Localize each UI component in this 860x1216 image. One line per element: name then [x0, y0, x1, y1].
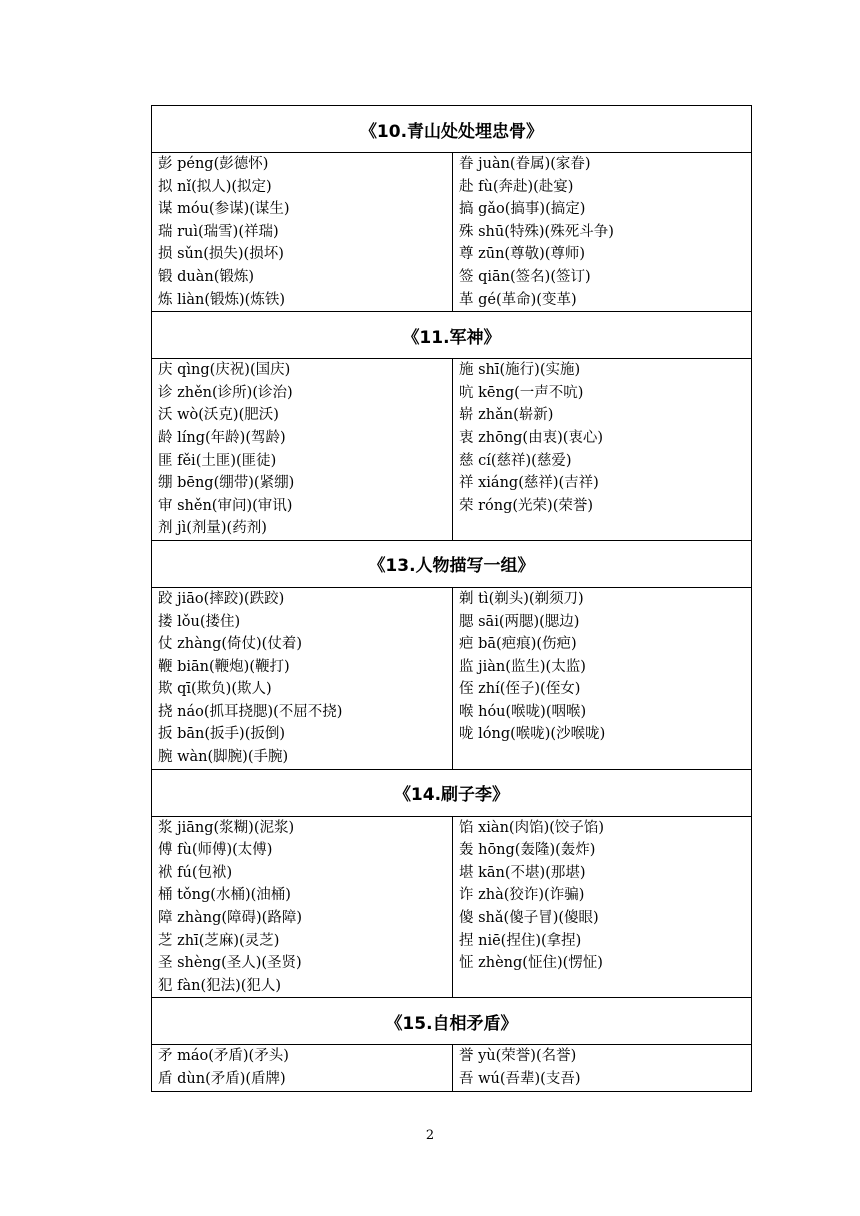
vocabulary-table-body — [152, 106, 752, 1092]
vocab-entry: 监 jiàn(监生)(太监) — [459, 658, 586, 675]
vocab-entry: 吾 wú(吾辈)(支吾) — [459, 1071, 581, 1087]
vocab-entry: 堪 kān(不堪)(那堪) — [459, 864, 586, 881]
vocab-entry: 挠 náo(抓耳挠腮)(不屈不挠) — [158, 703, 343, 720]
vocab-entry: 障 zhàng(障碍)(路障) — [158, 910, 302, 927]
section-body-row — [152, 1045, 752, 1091]
vocab-entry: 仗 zhàng(倚仗)(仗着) — [158, 636, 302, 653]
right-column — [453, 359, 752, 541]
right-column — [453, 1045, 752, 1091]
vocab-entry: 损 sǔn(损失)(损坏) — [158, 246, 284, 263]
section-title: 《14.刷子李》 — [152, 769, 752, 816]
vocab-entry: 彭 péng(彭德怀) — [158, 156, 269, 172]
vocab-entry: 欺 qī(欺负)(欺人) — [158, 681, 272, 698]
vocab-entry: 捏 niē(捏住)(拿捏) — [459, 932, 582, 949]
left-column — [152, 1045, 453, 1091]
vocab-entry: 搂 lǒu(搂住) — [158, 613, 241, 630]
vocab-entry: 炼 liàn(锻炼)(炼铁) — [158, 291, 285, 308]
section-heading-row — [152, 312, 752, 359]
vocab-entry: 剂 jì(剂量)(药剂) — [158, 520, 267, 537]
page-number: 2 — [425, 1128, 435, 1143]
vocab-entry: 赴 fù(奔赴)(赴宴) — [459, 178, 574, 195]
vocab-entry: 盾 dùn(矛盾)(盾牌) — [158, 1071, 286, 1087]
vocab-entry: 芝 zhī(芝麻)(灵芝) — [158, 932, 280, 949]
vocab-entry: 龄 líng(年龄)(驾龄) — [158, 429, 286, 446]
vocab-entry: 锻 duàn(锻炼) — [158, 268, 255, 285]
vocab-entry: 眷 juàn(眷属)(家眷) — [459, 156, 591, 172]
section-body-row — [152, 153, 752, 312]
section-heading-row — [152, 106, 752, 153]
vocab-entry: 慈 cí(慈祥)(慈爱) — [459, 452, 572, 469]
section-body-row — [152, 587, 752, 769]
vocab-entry: 诊 zhěn(诊所)(诊治) — [158, 384, 293, 401]
left-column — [152, 816, 453, 998]
section-body-row — [152, 816, 752, 998]
vocab-entry: 签 qiān(签名)(签订) — [459, 268, 591, 285]
vocab-entry: 怔 zhèng(怔住)(愣怔) — [459, 955, 603, 972]
vocab-entry: 轰 hōng(轰隆)(轰炸) — [459, 842, 596, 859]
vocab-entry: 腕 wàn(脚腕)(手腕) — [158, 749, 289, 766]
left-column — [152, 359, 453, 541]
vocab-entry: 剃 tì(剃头)(剃须刀) — [459, 590, 584, 607]
left-column — [152, 153, 453, 312]
vocab-entry: 桶 tǒng(水桶)(油桶) — [158, 887, 291, 904]
vocab-entry: 诈 zhà(狡诈)(诈骗) — [459, 887, 585, 904]
vocab-entry: 疤 bā(疤痕)(伤疤) — [459, 636, 577, 653]
vocab-entry: 革 gé(革命)(变革) — [459, 291, 577, 308]
section-title: 《15.自相矛盾》 — [152, 998, 752, 1045]
vocab-entry: 尊 zūn(尊敬)(尊师) — [459, 246, 586, 263]
right-column — [453, 816, 752, 998]
section-title: 《10.青山处处埋忠骨》 — [152, 106, 752, 153]
vocab-entry: 祥 xiáng(慈祥)(吉祥) — [459, 475, 599, 492]
vocab-entry: 沃 wò(沃克)(肥沃) — [158, 407, 279, 424]
vocab-entry: 咙 lóng(喉咙)(沙喉咙) — [459, 726, 606, 743]
vocab-entry: 绷 bēng(绷带)(紧绷) — [158, 475, 295, 492]
section-title: 《11.军神》 — [152, 312, 752, 359]
vocab-entry: 吭 kēng(一声不吭) — [459, 384, 584, 401]
section-title: 《13.人物描写一组》 — [152, 540, 752, 587]
vocab-entry: 傅 fù(师傅)(太傅) — [158, 842, 273, 859]
right-column — [453, 153, 752, 312]
vocab-entry: 犯 fàn(犯法)(犯人) — [158, 977, 282, 994]
vocab-entry: 瑞 ruì(瑞雪)(祥瑞) — [158, 223, 279, 240]
section-heading-row — [152, 540, 752, 587]
vocab-entry: 荣 róng(光荣)(荣誉) — [459, 497, 594, 514]
section-body-row — [152, 359, 752, 541]
vocab-entry: 矛 máo(矛盾)(矛头) — [158, 1048, 289, 1065]
vocab-entry: 殊 shū(特殊)(殊死斗争) — [459, 223, 614, 240]
vocab-entry: 谋 móu(参谋)(谋生) — [158, 201, 290, 218]
vocab-entry: 誉 yù(荣誉)(名誉) — [459, 1048, 577, 1065]
left-column — [152, 587, 453, 769]
vocab-entry: 庆 qìng(庆祝)(国庆) — [158, 362, 291, 379]
vocab-entry: 审 shěn(审问)(审讯) — [158, 497, 293, 514]
vocab-entry: 拟 nǐ(拟人)(拟定) — [158, 178, 272, 195]
vocab-entry: 跤 jiāo(摔跤)(跌跤) — [158, 590, 285, 607]
vocabulary-table — [151, 105, 752, 1092]
vocab-entry: 扳 bān(扳手)(扳倒) — [158, 726, 286, 743]
vocab-entry: 侄 zhí(侄子)(侄女) — [459, 681, 581, 698]
vocab-entry: 腮 sāi(两腮)(腮边) — [459, 613, 580, 630]
vocab-entry: 圣 shèng(圣人)(圣贤) — [158, 955, 302, 972]
section-heading-row — [152, 998, 752, 1045]
vocab-entry: 匪 fěi(土匪)(匪徒) — [158, 452, 277, 469]
vocab-entry: 馅 xiàn(肉馅)(饺子馅) — [459, 819, 605, 836]
vocab-entry: 施 shī(施行)(实施) — [459, 362, 581, 379]
vocab-entry: 傻 shǎ(傻子冒)(傻眼) — [459, 910, 599, 927]
right-column — [453, 587, 752, 769]
vocab-entry: 崭 zhǎn(崭新) — [459, 407, 554, 424]
vocab-entry: 衷 zhōng(由衷)(衷心) — [459, 429, 604, 446]
vocab-entry: 浆 jiāng(浆糊)(泥浆) — [158, 819, 295, 836]
vocab-entry: 喉 hóu(喉咙)(咽喉) — [459, 703, 587, 720]
vocab-entry: 袱 fú(包袱) — [158, 864, 233, 881]
vocab-entry: 鞭 biān(鞭炮)(鞭打) — [158, 658, 290, 675]
vocab-entry: 搞 gǎo(搞事)(搞定) — [459, 201, 586, 218]
section-heading-row — [152, 769, 752, 816]
